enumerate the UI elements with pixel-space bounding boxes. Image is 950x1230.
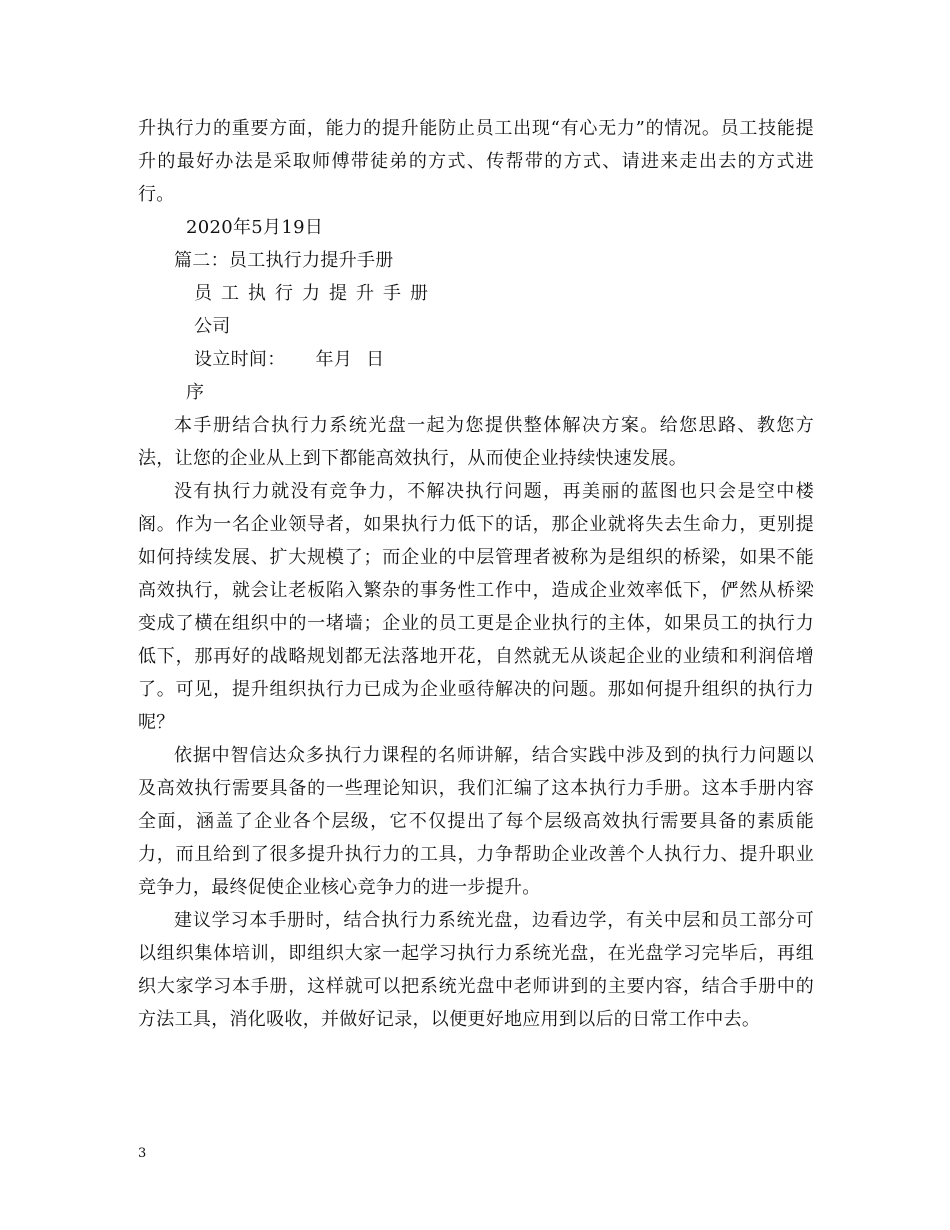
paragraph-3: 依据中智信达众多执行力课程的名师讲解，结合实践中涉及到的执行力问题以及高效执行需要具备的一些理论知识，我们汇编了这本执行力手册。这本手册内容全面，涵盖了企业各个层级，它不仅提出了每个层级高效执行需要具备的素质能力，而且给到了很多提升执行力的工具，力争帮助企业改善个人执行力、提升职业竞争力，最终促使企业核心竞争力的进一步提升。 [138, 745, 814, 898]
page-number: 3 [138, 1146, 147, 1161]
setup-time-month: 月 [333, 349, 353, 370]
intro-paragraph: 升执行力的重要方面，能力的提升能防止员工出现“有心无力”的情况。员工技能提升的最好办法是采取师傅带徒弟的方式、传帮带的方式、请进来走出去的方式进行。 [138, 118, 814, 205]
paragraph-1: 本手册结合执行力系统光盘一起为您提供整体解决方案。给您思路、教您方法，让您的企业从上到下都能高效执行，从而使企业持续快速发展。 [138, 415, 814, 469]
company-label: 公司 [194, 316, 231, 337]
paragraph-4: 建议学习本手册时，结合执行力系统光盘，边看边学，有关中层和员工部分可以组织集体培训，即组织大家一起学习执行力系统光盘，在光盘学习完毕后，再组织大家学习本手册，这样就可以把系统光盘中老师讲到的主要内容，结合手册中的方法工具，消化吸收，并做好记录，以便更好地应用到以后的日常工作中去。 [138, 910, 814, 1030]
setup-time-year: 年 [315, 349, 334, 370]
preface-heading: 序 [186, 382, 205, 403]
paragraph-2: 没有执行力就没有竞争力，不解决执行问题，再美丽的蓝图也只会是空中楼阁。作为一名企业领导者，如果执行力低下的话，那企业就将失去生命力，更别提如何持续发展、扩大规模了；而企业的中层管理者被称为是组织的桥梁，如果不能高效执行，就会让老板陷入繁杂的事务性工作中，造成企业效率低下，俨然从桥梁变成了横在组织中的一堵墙；企业的员工更是企业执行的主体，如果员工的执行力低下，那再好的战略规划都无法落地开花，自然就无从谈起企业的业绩和利润倍增了。可见，提升组织执行力已成为企业亟待解决的问题。那如何提升组织的执行力呢？ [138, 481, 814, 733]
setup-time-day: 日 [366, 349, 385, 370]
chapter-heading: 篇二：员工执行力提升手册 [174, 250, 394, 271]
manual-title: 员工执行力提升手册 [194, 283, 437, 304]
setup-time-label: 设立时间： [194, 349, 286, 370]
date-line: 2020年5月19日 [186, 217, 324, 238]
setup-time-line [138, 343, 814, 376]
body-text [138, 112, 814, 1036]
